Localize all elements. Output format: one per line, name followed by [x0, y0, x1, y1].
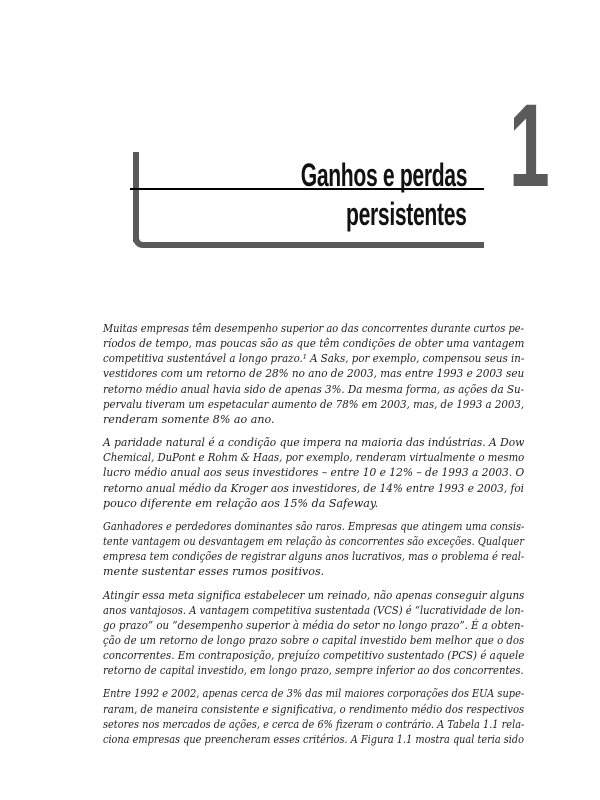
paragraph — [103, 321, 524, 427]
text-line: go prazo” ou “desempenho superior à média do setor no longo prazo”. É a obten- — [103, 618, 524, 632]
text-line: Entre 1992 e 2002, apenas cerca de 3% das mil maiores corporações dos EUA supe- — [103, 687, 525, 701]
text-line: retorno médio anual havia sido de apenas 3%. Da mesma forma, as ações da Su- — [103, 382, 525, 396]
text-line: A paridade natural é a condição que impera na maioria das indústrias. A Dow — [103, 436, 525, 450]
decorative-bracket-vertical — [133, 152, 139, 242]
paragraph — [103, 686, 524, 747]
chapter-title-line-1: Ganhos e perdas — [300, 157, 467, 193]
text-line: mente sustentar esses rumos positivos. — [103, 565, 325, 579]
paragraph — [103, 435, 524, 511]
text-line: pouco diferente em relação aos 15% da Safeway. — [103, 496, 379, 510]
text-line: Ganhadores e perdedores dominantes são raros. Empresas que atingem uma consis- — [103, 519, 525, 533]
chapter-number: 1 — [509, 80, 550, 212]
body-text — [103, 321, 524, 755]
text-line: empresa tem condições de registrar alguns anos lucrativos, mas o problema é real- — [103, 550, 525, 564]
paragraph — [103, 519, 524, 580]
text-line: competitiva sustentável a longo prazo.¹ A Saks, por exemplo, compensou seus in- — [103, 352, 525, 366]
text-line: concorrentes. Em contraposição, prejuízo competitivo sustentado (PCS) é aquele — [103, 649, 525, 663]
text-line: Chemical, DuPont e Rohm & Haas, por exemplo, renderam virtualmente o mesmo — [103, 451, 525, 465]
text-line: retorno anual médio da Kroger aos investidores, de 14% entre 1993 e 2003, foi — [103, 481, 524, 495]
decorative-bracket-bottom — [147, 242, 484, 248]
text-line: lucro médio anual aos seus investidores – entre 10 e 12% – de 1993 a 2003. O — [103, 466, 525, 480]
text-line: Muitas empresas têm desempenho superior ao das concorrentes durante curtos pe- — [103, 322, 524, 335]
text-line: vestidores com um retorno de 28% no ano de 2003, mas entre 1993 e 2003 seu — [103, 367, 525, 381]
chapter-title-line-2: persistentes — [346, 196, 467, 232]
text-line: Atingir essa meta significa estabelecer um reinado, não apenas conseguir alguns — [103, 588, 525, 602]
text-line: anos vantajosos. A vantagem competitiva sustentada (VCS) é “lucratividade de lon- — [103, 603, 524, 617]
text-line: renderam somente 8% ao ano. — [103, 412, 275, 426]
text-line: ciona empresas que preencheram esses critérios. A Figura 1.1 mostra qual teria sido — [103, 732, 524, 746]
text-line: setores nos mercados de ações, e cerca de 6% fizeram o contrário. A Tabela 1.1 rela- — [103, 717, 525, 731]
paragraph — [103, 588, 524, 679]
text-line: pervalu tiveram um espetacular aumento de 78% em 2003, mas, de 1993 a 2003, — [103, 397, 525, 411]
text-line: ríodos de tempo, mas poucas são as que têm condições de obter uma vantagem — [103, 337, 525, 351]
text-line: tente vantagem ou desvantagem em relação às concorrentes são exceções. Qualquer — [103, 535, 524, 549]
text-line: retorno de capital investido, em longo prazo, sempre inferior ao dos concorrentes. — [103, 664, 524, 678]
text-line: raram, de maneira consistente e significativa, o rendimento médio dos respectivos — [103, 702, 525, 716]
text-line: ção de um retorno de longo prazo sobre o capital investido bem melhor que o dos — [103, 633, 525, 647]
